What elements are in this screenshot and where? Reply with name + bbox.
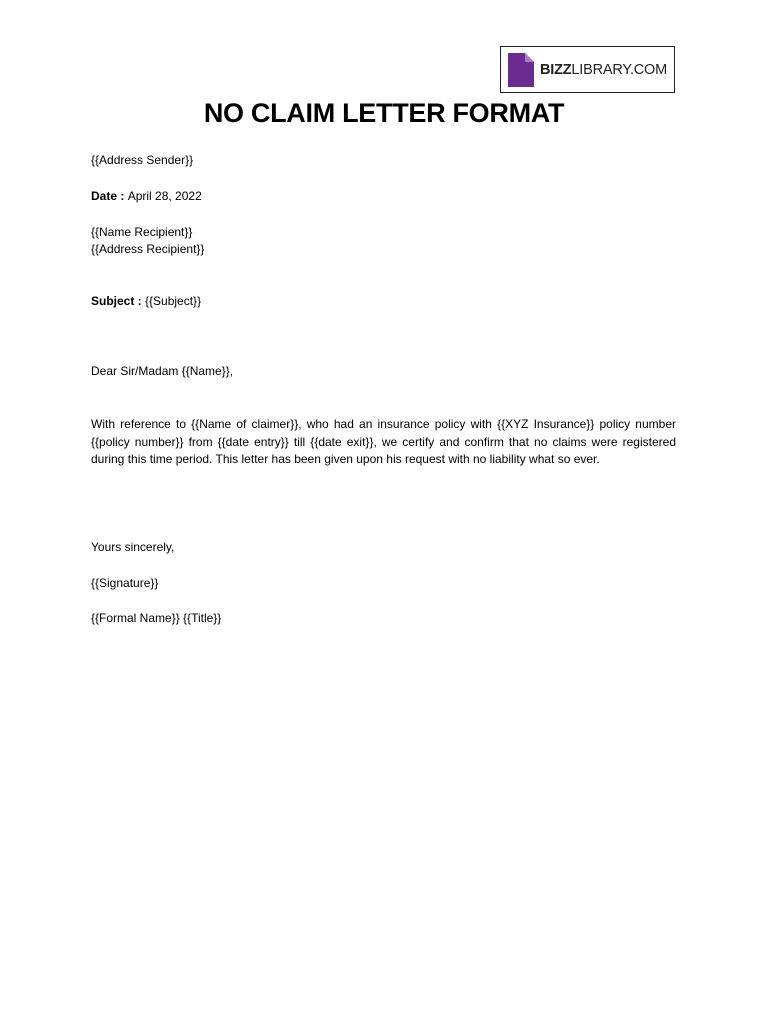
letter-body: With reference to {{Name of claimer}}, who had an insurance policy with {{XYZ Insurance}} policy number {{policy number}} from {{date entry}} till {{date exit}}, we certify and confirm that no claims were registered during this time period. This letter has been given upon his request with no liability what so ever.	[91, 417, 676, 466]
logo-brand-bold: BIZZ	[540, 61, 572, 78]
signature: {{Signature}}	[91, 576, 159, 590]
subject-value: {{Subject}}	[145, 294, 202, 308]
closing: Yours sincerely,	[91, 540, 175, 554]
date-value: April 28, 2022	[127, 189, 202, 203]
page-title: NO CLAIM LETTER FORMAT	[203, 98, 565, 128]
formal-title: {{Title}}	[179, 611, 222, 625]
signoff	[91, 610, 221, 628]
salutation	[91, 363, 233, 381]
letter-date	[91, 188, 202, 206]
date-label: Date :	[91, 189, 128, 203]
recipient-name: {{Name Recipient}}	[91, 225, 193, 239]
formal-name: {{Formal Name}}	[91, 611, 180, 625]
logo-brand-rest: LIBRARY.COM	[571, 61, 667, 78]
salutation-text: Dear Sir/Madam	[91, 364, 182, 378]
document-icon	[508, 53, 534, 87]
salutation-name: {{Name}},	[181, 364, 234, 378]
subject-label: Subject :	[91, 294, 146, 308]
sender-address: {{Address Sender}}	[91, 153, 194, 167]
logo	[500, 46, 675, 93]
subject-line	[91, 293, 201, 311]
recipient-address: {{Address Recipient}}	[91, 242, 205, 256]
logo-text	[540, 62, 667, 78]
